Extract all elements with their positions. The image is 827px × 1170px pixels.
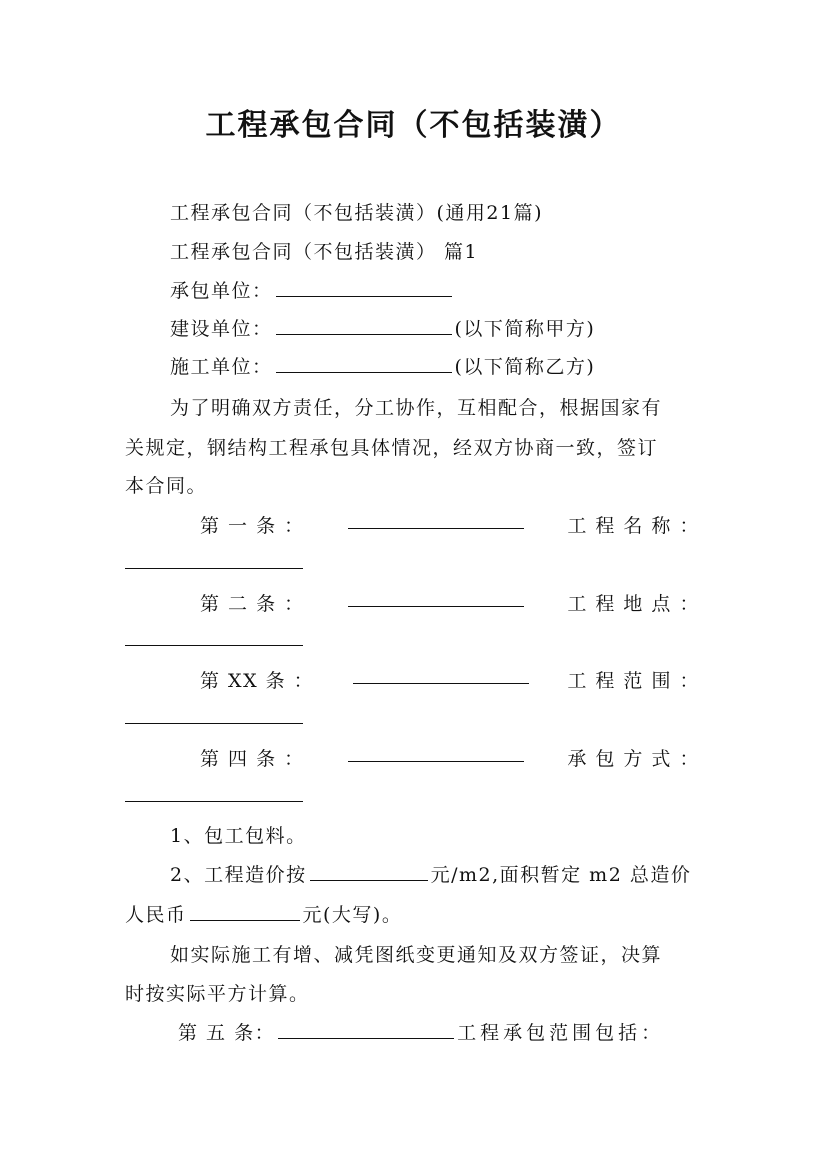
constructor-blank: [276, 371, 452, 373]
document-title: 工程承包合同（不包括装潢）: [205, 108, 622, 143]
constructor-line: [170, 352, 705, 379]
builder-blank: [276, 333, 452, 335]
intro-line-1: 为了明确双方责任，分工协作，互相配合，根据国家有: [170, 397, 663, 419]
article-3-label: 第 XX 条 ：: [200, 670, 315, 692]
item-2-suffix: 元(大写)。: [302, 904, 403, 926]
constructor-suffix: (以下简称乙方): [454, 356, 596, 378]
article-3: [200, 666, 700, 693]
item-2-price-blank: [310, 879, 428, 881]
article-1-label: 第 一 条 ：: [200, 515, 305, 537]
note-line-1: 如实际施工有增、减凭图纸变更通知及双方签证，决算: [170, 944, 663, 966]
intro-line-2: 关规定，钢结构工程承包具体情况，经双方协商一致，签订: [125, 437, 659, 459]
article-4-label: 第 四 条 ：: [200, 748, 305, 770]
article-4-blank: [348, 760, 524, 762]
article-1-value-blank: [125, 568, 303, 569]
subtitle: 工程承包合同（不包括装潢）(通用21篇): [170, 202, 544, 224]
contractor-line: [170, 276, 705, 303]
builder-label: 建设单位：: [170, 318, 273, 340]
article-1-title: 工 程 名 称 ：: [567, 515, 700, 537]
item-2: [170, 860, 705, 887]
article-5-label: 第 五 条：: [178, 1022, 276, 1044]
article-2-title: 工 程 地 点 ：: [567, 593, 700, 615]
item-2-total-blank: [190, 919, 300, 921]
article-1: [200, 511, 700, 538]
article-5: [178, 1018, 700, 1045]
article-5-blank: [278, 1037, 454, 1039]
builder-suffix: (以下简称甲方): [454, 318, 596, 340]
item-2-unit: 元/m2,面积暂定 m2 总造价: [430, 864, 692, 886]
article-3-title: 工 程 范 围 ：: [567, 670, 700, 692]
article-2: [200, 589, 700, 616]
intro-line-3: 本合同。: [125, 475, 208, 497]
article-4-value-blank: [125, 801, 303, 802]
builder-line: [170, 314, 705, 341]
contractor-label: 承包单位：: [170, 280, 273, 302]
constructor-label: 施工单位：: [170, 356, 273, 378]
note-line-2: 时按实际平方计算。: [125, 983, 310, 1005]
contractor-blank: [276, 295, 452, 297]
item-2-currency: 人民币: [125, 904, 187, 926]
article-2-label: 第 二 条 ：: [200, 593, 305, 615]
article-4-title: 承 包 方 式 ：: [567, 748, 700, 770]
item-1: 1、包工包料。: [170, 825, 307, 847]
item-2-prefix: 2、工程造价按: [170, 864, 307, 886]
item-2-cont: [125, 900, 705, 927]
article-3-value-blank: [125, 723, 303, 724]
article-3-blank: [353, 682, 529, 684]
part-heading: 工程承包合同（不包括装潢） 篇1: [170, 241, 479, 263]
article-1-blank: [348, 527, 524, 529]
article-2-value-blank: [125, 645, 303, 646]
article-5-title: 工程承包范围包括：: [457, 1022, 665, 1044]
article-2-blank: [348, 605, 524, 607]
article-4: [200, 744, 700, 771]
